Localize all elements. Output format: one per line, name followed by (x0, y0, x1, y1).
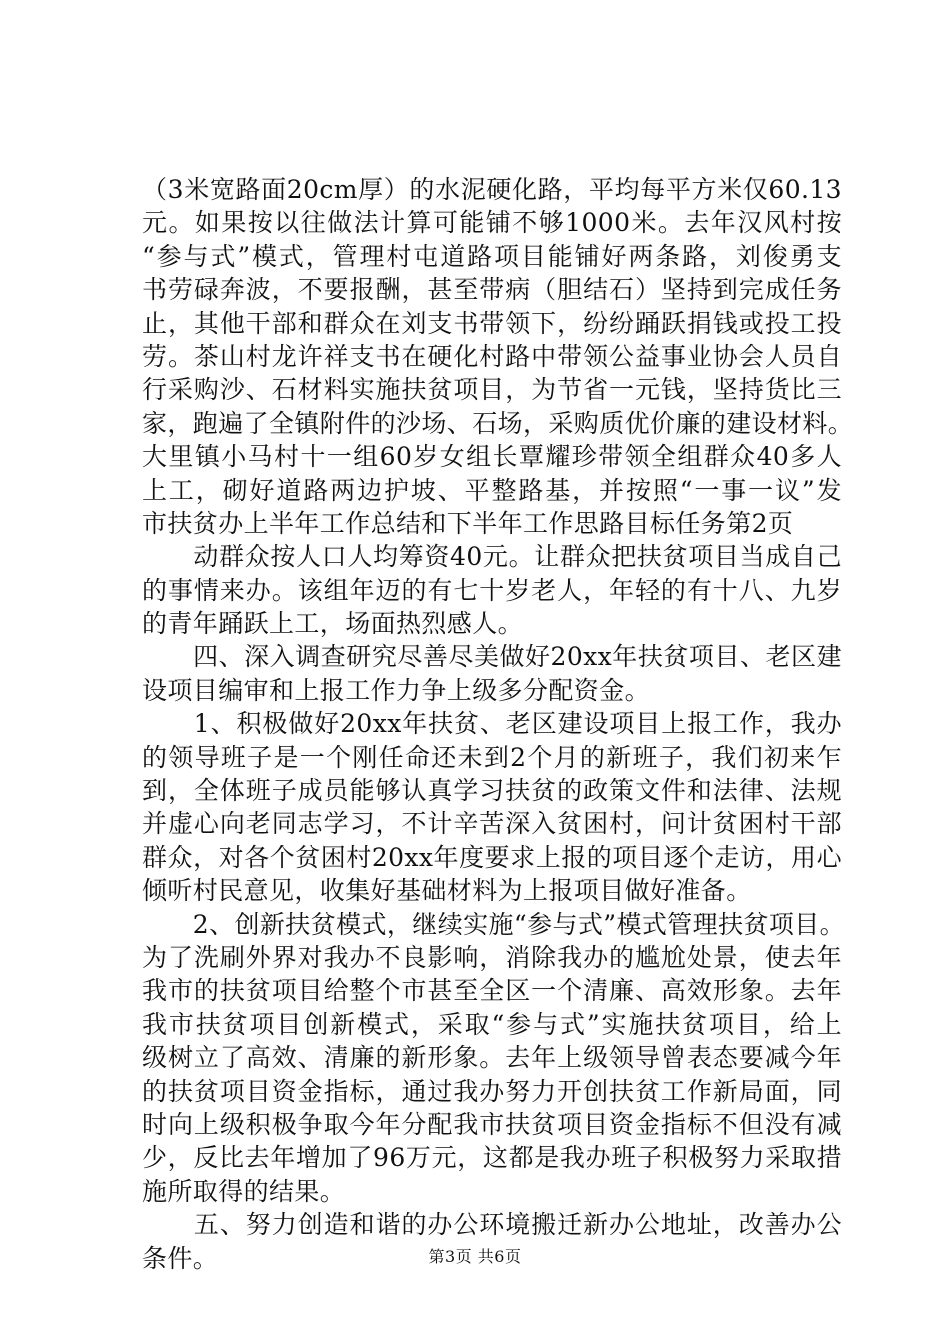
text-line: 时向上级积极争取今年分配我市扶贫项目资金指标不但没有减 (142, 1109, 842, 1139)
text-line: 止，其他干部和群众在刘支书带领下，纷纷踊跃捐钱或投工投 (142, 308, 842, 338)
section-heading-line: 四、深入调查研究尽善尽美做好20xx年扶贫项目、老区建 (142, 642, 842, 672)
text-line: 群众，对各个贫困村20xx年度要求上报的项目逐个走访，用心 (142, 842, 842, 872)
text-line: 上工，砌好道路两边护坡、平整路基，并按照“一事一议”发 (142, 475, 842, 505)
text-line: 的领导班子是一个刚任命还未到2个月的新班子，我们初来乍 (142, 742, 842, 772)
running-header-line: 市扶贫办上半年工作总结和下半年工作思路目标任务第2页 (142, 508, 794, 538)
text-line: 施所取得的结果。 (142, 1176, 346, 1206)
text-line: 我市的扶贫项目给整个市甚至全区一个清廉、高效形象。去年 (142, 976, 842, 1006)
text-line: 家，跑遍了全镇附件的沙场、石场，采购质优价廉的建设材料。 (142, 408, 854, 438)
text-line: 级树立了高效、清廉的新形象。去年上级领导曾表态要减今年 (142, 1043, 842, 1073)
text-line: 1、积极做好20xx年扶贫、老区建设项目上报工作，我办 (142, 709, 842, 739)
text-line: 倾听村民意见，收集好基础材料为上报项目做好准备。 (142, 876, 752, 906)
text-line: 并虚心向老同志学习，不计辛苦深入贫困村，问计贫困村干部 (142, 809, 842, 839)
text-line: 行采购沙、石材料实施扶贫项目，为节省一元钱，坚持货比三 (142, 375, 842, 405)
text-line: 书劳碌奔波，不要报酬，甚至带病（胆结石）坚持到完成任务 (142, 275, 842, 305)
text-line: 2、创新扶贫模式，继续实施“参与式”模式管理扶贫项目。 (142, 909, 846, 939)
text-line: 少，反比去年增加了96万元，这都是我办班子积极努力采取措 (142, 1143, 842, 1173)
text-line: 到，全体班子成员能够认真学习扶贫的政策文件和法律、法规 (142, 776, 842, 806)
text-line: 大里镇小马村十一组60岁女组长覃耀珍带领全组群众40多人 (142, 442, 842, 472)
text-line: “参与式”模式，管理村屯道路项目能铺好两条路，刘俊勇支 (142, 241, 842, 271)
text-line: 的扶贫项目资金指标，通过我办努力开创扶贫工作新局面，同 (142, 1076, 842, 1106)
document-body (142, 173, 854, 1275)
text-line: 我市扶贫项目创新模式，采取“参与式”实施扶贫项目，给上 (142, 1009, 842, 1039)
page-number-footer: 第3页 共6页 (428, 1247, 522, 1266)
text-line: 的事情来办。该组年迈的有七十岁老人，年轻的有十八、九岁 (142, 575, 842, 605)
section-heading-line: 条件。 (142, 1243, 219, 1273)
text-line: 劳。茶山村龙许祥支书在硬化村路中带领公益事业协会人员自 (142, 341, 842, 371)
text-line: 动群众按人口人均筹资40元。让群众把扶贫项目当成自己 (142, 542, 842, 572)
text-line: 的青年踊跃上工，场面热烈感人。 (142, 609, 524, 639)
text-line: （3米宽路面20cm厚）的水泥硬化路，平均每平方米仅60.13 (142, 175, 842, 204)
section-heading-line: 设项目编审和上报工作力争上级多分配资金。 (142, 675, 651, 705)
text-line: 为了洗刷外界对我办不良影响，消除我办的尴尬处景，使去年 (142, 942, 842, 972)
text-line: 元。如果按以往做法计算可能铺不够1000米。去年汉风村按 (142, 208, 842, 238)
section-heading-line: 五、努力创造和谐的办公环境搬迁新办公地址，改善办公 (142, 1210, 842, 1240)
